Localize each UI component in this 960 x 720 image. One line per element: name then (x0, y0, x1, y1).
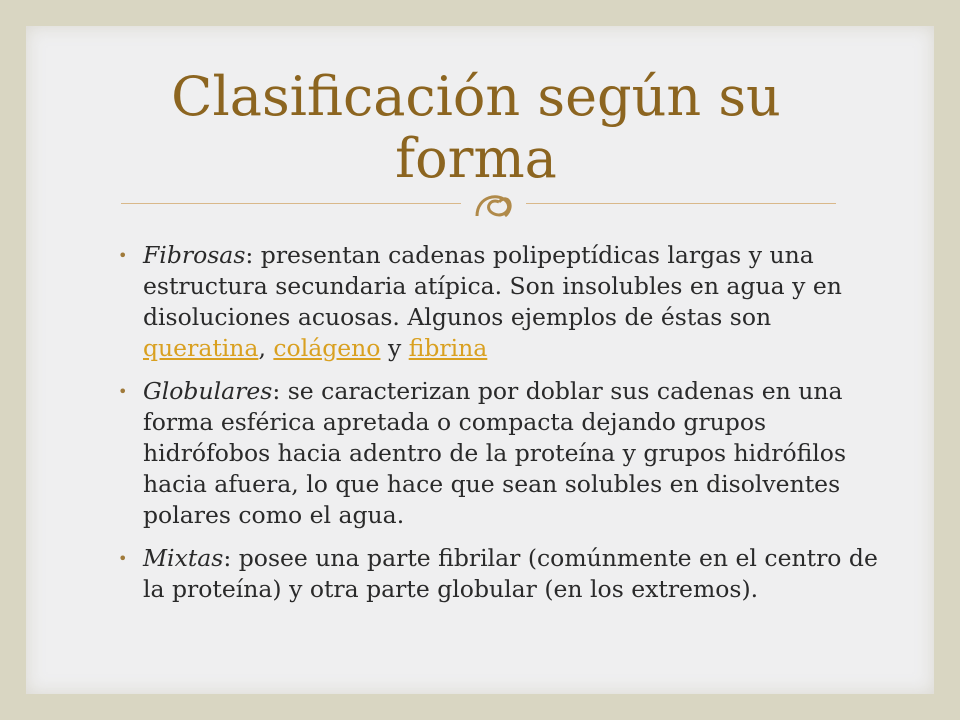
description-mixtas: : posee una parte fibrilar (comúnmente en el centro de la proteína) y otra parte globular (en los extremos). (143, 544, 878, 603)
link-fibrina[interactable]: fibrina (408, 334, 488, 362)
separator-comma: , (258, 334, 274, 362)
title-divider-right (526, 203, 836, 204)
separator-y: y (380, 334, 409, 362)
slide-title: Clasificación según su forma (171, 65, 781, 190)
description-globulares: : se caracterizan por doblar sus cadenas en una forma esférica apretada o compacta dejando grupos hidrófobos hacia adentro de la proteína y grupos hidrófilos hacia afuera, lo que hace que sean solubles en disolventes polares como el agua. (143, 377, 847, 529)
title-divider-left (121, 203, 461, 204)
term-globulares: Globulares (143, 377, 273, 405)
bullet-item-fibrosas (118, 240, 878, 364)
link-queratina[interactable]: queratina (143, 334, 259, 362)
term-mixtas: Mixtas (143, 544, 224, 572)
slide (26, 26, 934, 694)
term-fibrosas: Fibrosas (143, 241, 246, 269)
link-colageno[interactable]: colágeno (273, 334, 381, 362)
bullet-marker: • (118, 382, 128, 401)
bullet-item-mixtas (118, 543, 878, 605)
flourish-icon (469, 186, 517, 226)
bullet-item-globulares (118, 376, 878, 531)
bullet-list (118, 240, 878, 617)
bullet-marker: • (118, 246, 128, 265)
description-fibrosas: : presentan cadenas polipeptídicas largas y una estructura secundaria atípica. Son insolubles en agua y en disoluciones acuosas. Algunos ejemplos de éstas son (143, 241, 842, 331)
bullet-marker: • (118, 549, 128, 568)
